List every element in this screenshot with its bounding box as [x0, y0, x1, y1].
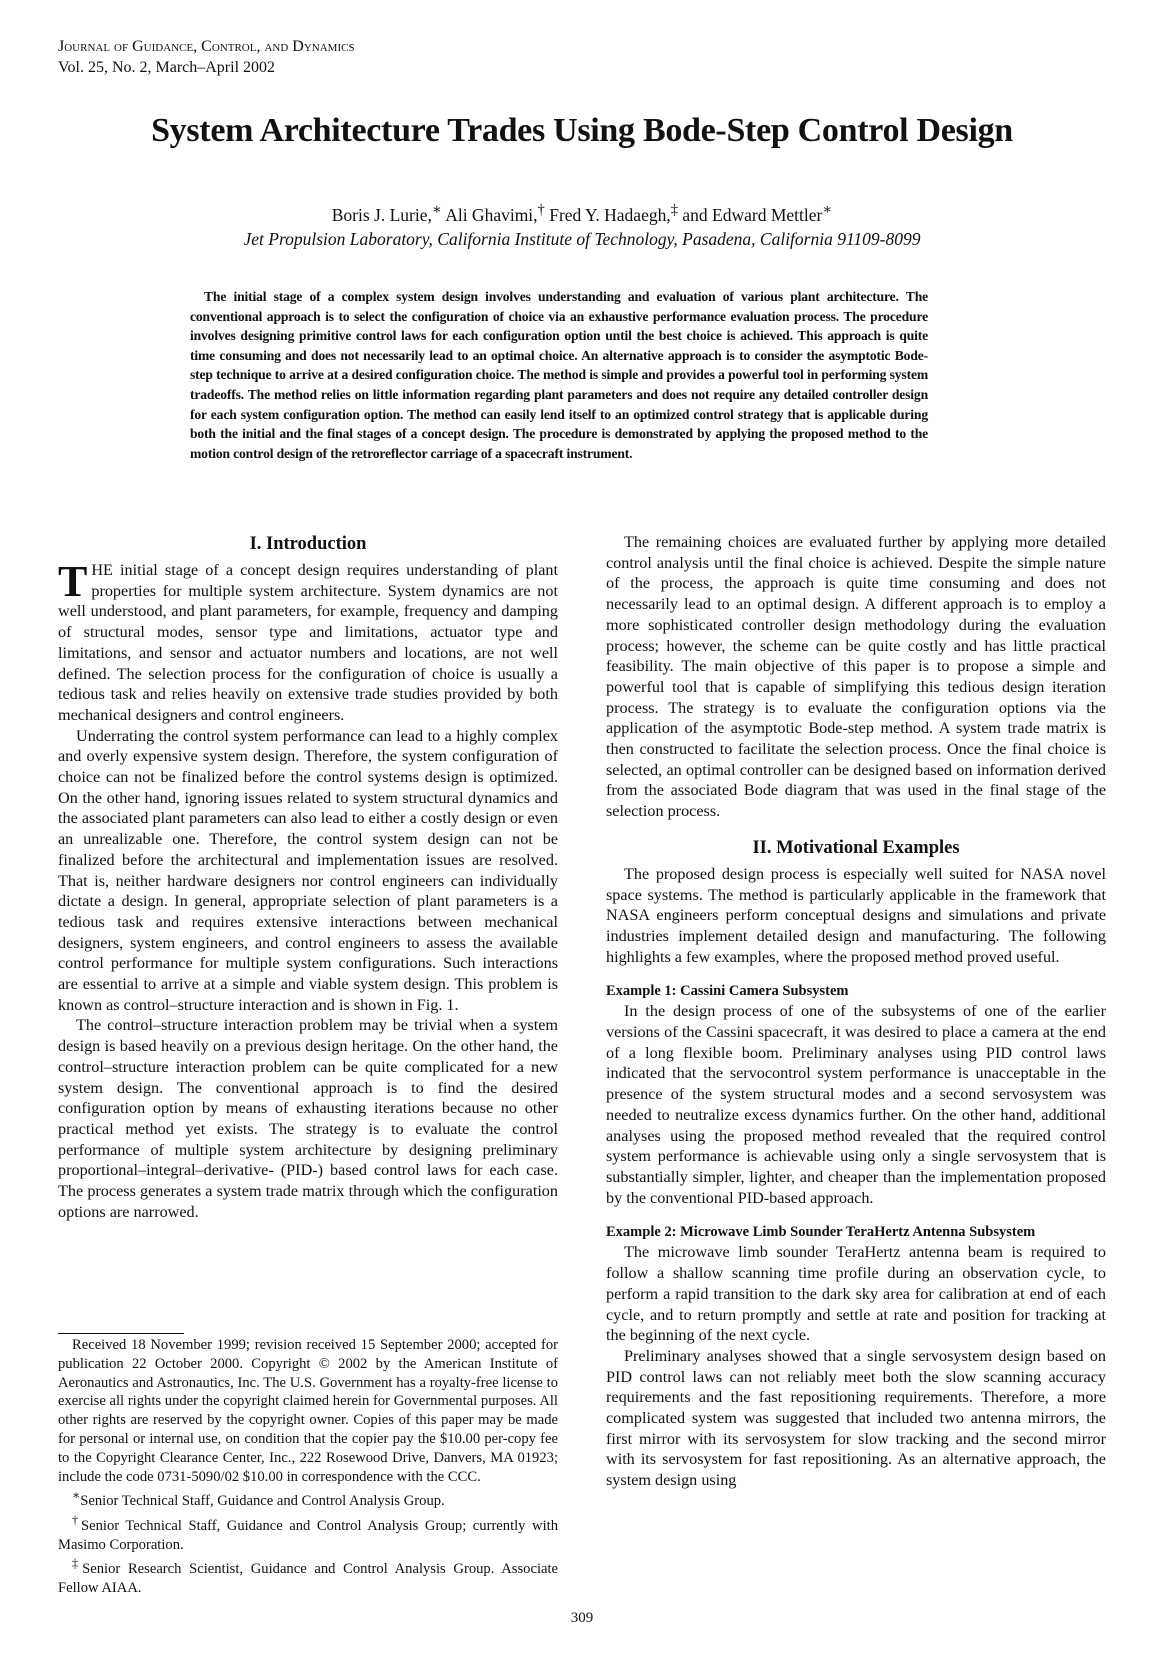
left-column: [58, 532, 558, 1223]
drop-cap: T: [58, 557, 88, 606]
footnote-mark: †: [537, 202, 545, 218]
example-2-heading: Example 2: Microwave Limb Sounder TeraHertz Antenna Subsystem: [606, 1224, 1036, 1241]
footnote-mark: ‡: [670, 202, 679, 218]
author: Fred Y. Hadaegh,: [544, 204, 671, 225]
footnote-rule: [58, 1333, 184, 1334]
paragraph: The remaining choices are evaluated further by applying more detailed control analysis until the final choice is achieved. Despite the simple nature of the process, the approach is quite time consuming and does not necessarily lead to an optimal design. A different approach is to employ a more sophisticated controller design methodology during the evaluation process; however, the scheme can be quite costly and has little practical feasibility. The main objective of this paper is to propose a simple and powerful tool that is capable of simplifying this tedious design iteration process. The strategy is to evaluate the configuration options via the application of the asymptotic Bode-step method. A system trade matrix is then constructed to facilitate the selection process. Once the final choice is selected, an optimal controller can be designed based on information derived from the associated Bode diagram that was used in the final stage of the selection process.: [606, 533, 1106, 821]
footnote-text: Senior Research Scientist, Guidance and Control Analysis Group. Associate Fellow AIAA.: [58, 1561, 559, 1597]
footnote: [58, 1486, 558, 1511]
author: and Edward Mettler: [678, 204, 823, 225]
footnotes: [58, 1333, 558, 1598]
page-number: 309: [570, 1610, 594, 1626]
section-heading-introduction: I. Introduction: [249, 534, 367, 554]
journal-volume: Vol. 25, No. 2, March–April 2002: [58, 59, 276, 76]
footnote-mark: ‡: [72, 1556, 83, 1571]
paragraph: [58, 557, 558, 726]
paragraph: In the design process of one of the subsystems of one of the earlier versions of the Cassini spacecraft, it was desired to place a camera at the end of a long flexible boom. Preliminary analyses using PID control laws indicated that the servocontrol system performance is unacceptable in the presence of the system structural modes and a second servosystem was needed to neutralize excess dynamics further. On the other hand, additional analyses using the proposed method revealed that the required control system performance is achievable using only a single servosystem that is substantially simpler, lighter, and cheaper than the implementation proposed by the conventional PID-based approach.: [606, 1002, 1106, 1207]
author: Ali Ghavimi,: [441, 204, 538, 225]
paragraph: Underrating the control system performance can lead to a highly complex and overly expensive system design. Therefore, the system configuration of choice can not be finalized before the control systems design is optimized. On the other hand, ignoring issues related to system structural dynamics and the associated plant parameters can also lead to either a costly design or even an unrealizable one. Therefore, the control system design can not be finalized before the architectural and implementation issues are resolved. That is, neither hardware designers nor control engineers can individually dictate a design. In general, appropriate selection of plant parameters is a tedious task and requires extensive interactions between mechanical designers, system engineers, and control engineers to assess the available control performance for multiple system configurations. Such interactions are essential to arrive at a simple and viable system design. This problem is known as control–structure interaction and is shown in Fig. 1.: [58, 726, 558, 1014]
authors-block: [0, 198, 1164, 251]
paragraph-text: HE initial stage of a concept design requires understanding of plant properties for multiple system architecture. System dynamics are not well understood, and plant parameters, for example, frequency and damping of structural modes, sensor type and limitations, actuator type and limitations, and sensor and actuator numbers and locations, are not well defined. The selection process for the configuration of choice is usually a tedious task and relies heavily on extensive trade studies provided by both mechanical designers and control engineers.: [58, 561, 558, 724]
footnote-text: Senior Technical Staff, Guidance and Control Analysis Group.: [80, 1493, 445, 1510]
paper-title: System Architecture Trades Using Bode-Step Control Design: [151, 112, 1013, 149]
example-1-heading: Example 1: Cassini Camera Subsystem: [606, 983, 849, 1000]
author-list: [0, 198, 1164, 227]
footnote-mark: ∗: [431, 202, 442, 218]
journal-name: Journal of Guidance, Control, and Dynamics: [58, 38, 355, 55]
paragraph: Preliminary analyses showed that a single servosystem design based on PID control laws can not reliably meet both the slow scanning accuracy requirements and the fast repositioning requirements. Therefore, a more complicated system was suggested that included two antenna mirrors, the first mirror with its servosystem for slow tracking and the second mirror with its servosystem for fast repositioning. As an alternative approach, the system design using: [606, 1346, 1106, 1490]
paragraph: The proposed design process is especially well suited for NASA novel space systems. The method is particularly applicable in the framework that NASA engineers perform conceptual designs and simulations and private industries implement detailed design and manufacturing. The following highlights a few examples, where the proposed method proved useful.: [606, 864, 1106, 966]
footnote-mark: ∗: [72, 1488, 81, 1503]
paragraph: The control–structure interaction problem may be trivial when a system design is based heavily on a previous design heritage. On the other hand, the control–structure interaction problem can be quite complicated for a new system design. The conventional approach is to find the desired configuration option by means of exhausting iterations because no other practical method yet exists. The strategy is to evaluate the control performance of multiple system architecture by designing preliminary proportional–integral–derivative- (PID-) based control laws for each case. The process generates a system trade matrix through which the configuration options are narrowed.: [58, 1016, 558, 1221]
paragraph: The microwave limb sounder TeraHertz antenna beam is required to follow a shallow scanning time profile during an observation cycle, to perform a rapid transition to the dark sky area for calibration at end of each cycle, and to return promptly and settle at rate and position for tracking at the beginning of the next cycle.: [606, 1243, 1106, 1345]
affiliation: Jet Propulsion Laboratory, California Institute of Technology, Pasadena, California 91109-8099: [243, 228, 921, 249]
journal-header: [58, 36, 355, 78]
footnote-received: Received 18 November 1999; revision received 15 September 2000; accepted for publication 22 October 2000. Copyright © 2002 by the American Institute of Aeronautics and Astronautics, Inc. The U.S. Government has a royalty-free license to exercise all rights under the copyright claimed herein for Governmental purposes. All other rights are reserved by the copyright owner. Copies of this paper may be made for personal or internal use, on condition that the copier pay the $10.00 per-copy fee to the Copyright Clearance Center, Inc., 222 Rosewood Drive, Danvers, MA 01923; include the code 0731-5090/02 $10.00 in correspondence with the CCC.: [58, 1337, 558, 1485]
right-column: [606, 532, 1106, 1491]
footnote-text: Senior Technical Staff, Guidance and Control Analysis Group; currently with Masimo Corporation.: [58, 1517, 558, 1553]
footnote-mark: †: [72, 1513, 81, 1528]
footnote: [58, 1554, 558, 1597]
author: Boris J. Lurie,: [331, 204, 432, 225]
footnote-mark: ∗: [822, 202, 833, 218]
section-heading-motivational-examples: II. Motivational Examples: [752, 837, 960, 858]
abstract: The initial stage of a complex system design involves understanding and evaluation of various plant architecture. The conventional approach is to select the configuration of choice via an exhaustive performance evaluation process. The procedure involves designing primitive control laws for each configuration option until the best choice is achieved. This approach is quite time consuming and does not necessarily lead to an optimal choice. An alternative approach is to consider the asymptotic Bode-step technique to arrive at a desired configuration choice. The method is simple and provides a powerful tool in performing system tradeoffs. The method relies on little information regarding plant parameters and does not require any detailed controller design for each system configuration option. The method can easily lend itself to an optimized control strategy that is applicable during both the initial and the final stages of a concept design. The procedure is demonstrated by applying the proposed method to the motion control design of the retroreflector carriage of a spacecraft instrument.: [190, 289, 928, 461]
footnote: [58, 1511, 558, 1554]
